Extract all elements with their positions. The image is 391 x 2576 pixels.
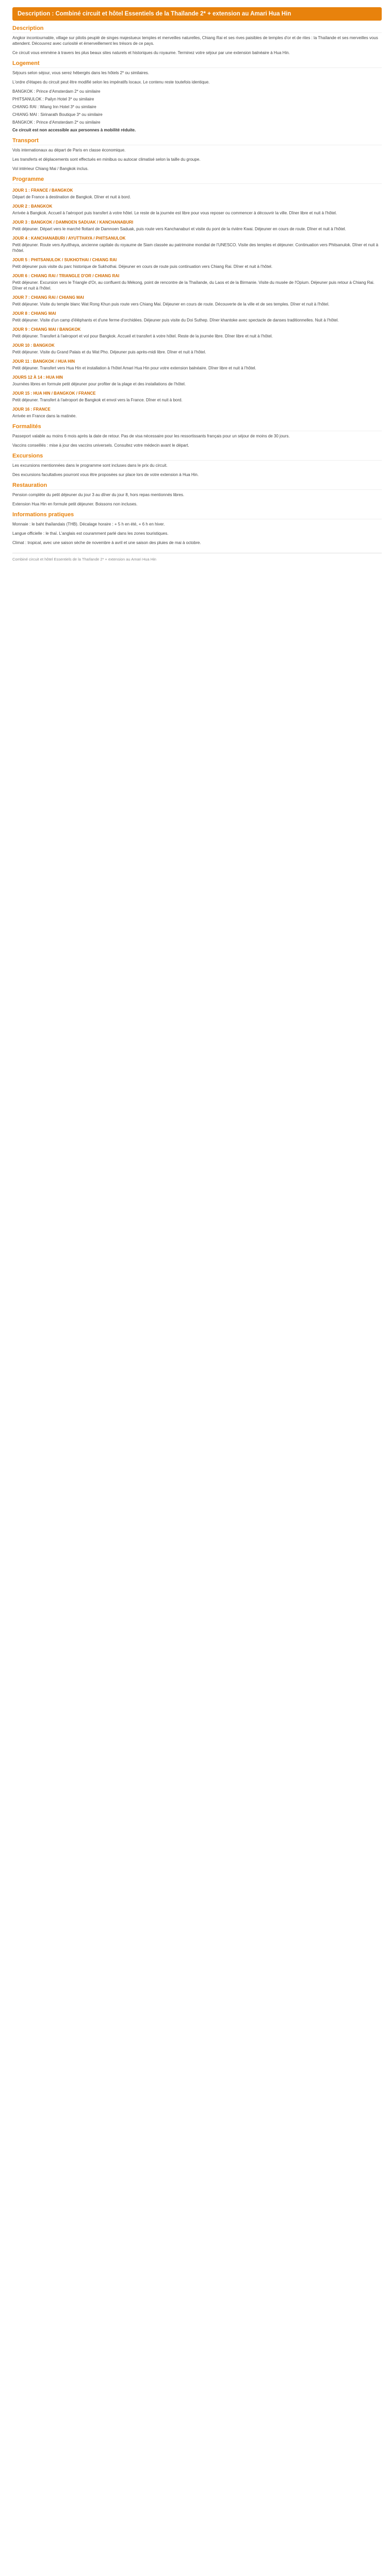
footer-text: Combiné circuit et hôtel Essentiels de la Thaïlande 2* + extension au Amari Hua Hin: [12, 557, 156, 562]
description-paragraph: Ce circuit vous emmène à travers les plus beaux sites naturels et historiques du royaume. Terminez votre séjour par une extension balnéaire à Hua Hin.: [12, 50, 290, 55]
logement-section: [12, 61, 382, 133]
day-title: JOUR 9 : CHIANG MAI / BANGKOK: [12, 327, 81, 332]
hotel-item: CHIANG MAI : Sirinarath Boutique 3* ou similaire: [12, 112, 103, 117]
formalites-paragraph: Vaccins conseillés : mise à jour des vaccins universels. Consultez votre médecin avant le départ.: [12, 443, 189, 448]
programme-day: [12, 406, 382, 419]
programme-day: [12, 311, 382, 323]
notes-heading: Informations pratiques: [12, 512, 382, 519]
hotel-item: PHITSANULOK : Pailyn Hotel 3* ou similaire: [12, 97, 94, 101]
day-text: Arrivée en France dans la matinée.: [12, 414, 77, 418]
description-paragraph: Angkor incontournable, village sur pilotis peuplé de singes majestueux temples et merveilles naturelles, Chiang Rai et ses rives paisibles de temples d'or et de rites : la Thaïlande et ses merveilles vous attendent. Découvrez avec curiosité et émerveillement les trésors de ce pays.: [12, 36, 378, 46]
description-heading: Description: [12, 26, 382, 33]
excursions-section: [12, 453, 382, 478]
day-title: JOUR 5 : PHITSANULOK / SUKHOTHAI / CHIANG RAI: [12, 258, 117, 262]
logement-note: Ce circuit est non accessible aux personnes à mobilité réduite.: [12, 128, 136, 132]
programme-day: [12, 257, 382, 269]
formalites-section: [12, 424, 382, 448]
hotel-item: CHIANG RAI : Wiang Inn Hotel 3* ou similaire: [12, 105, 96, 109]
programme-day: [12, 188, 382, 200]
day-title: JOUR 15 : HUA HIN / BANGKOK / FRANCE: [12, 391, 96, 396]
formalites-paragraph: Passeport valable au moins 6 mois après la date de retour. Pas de visa nécessaire pour les ressortissants français pour un séjour de moins de 30 jours.: [12, 434, 290, 438]
day-title: JOUR 7 : CHIANG RAI / CHIANG MAI: [12, 295, 84, 300]
excursions-heading: Excursions: [12, 453, 382, 461]
day-text: Petit déjeuner. Transfert à l'aéroport et vol pour Bangkok. Accueil et transfert à votre hôtel. Reste de la journée libre. Dîner libre et nuit à l'hôtel.: [12, 334, 273, 338]
programme-day: [12, 204, 382, 216]
transport-heading: Transport: [12, 138, 382, 145]
transport-paragraph: Vol intérieur Chiang Mai / Bangkok inclus.: [12, 166, 89, 171]
notes-paragraph: Monnaie : le baht thaïlandais (THB). Décalage horaire : + 5 h en été, + 6 h en hiver.: [12, 522, 165, 527]
day-title: JOUR 11 : BANGKOK / HUA HIN: [12, 359, 75, 364]
formalites-heading: Formalités: [12, 424, 382, 431]
description-section: [12, 26, 382, 56]
day-text: Petit déjeuner. Route vers Ayutthaya, ancienne capitale du royaume de Siam classée au patrimoine mondial de l'UNESCO. Visite des temples et déjeuner. Continuation vers Phitsanulok. Dîner et nuit à l'hôtel.: [12, 243, 379, 253]
transport-paragraph: Les transferts et déplacements sont effectués en minibus ou autocar climatisé selon la taille du groupe.: [12, 157, 201, 162]
notes-paragraph: Langue officielle : le thaï. L'anglais est couramment parlé dans les zones touristiques.: [12, 531, 169, 536]
day-title: JOUR 10 : BANGKOK: [12, 343, 55, 348]
day-text: Petit déjeuner. Visite du temple blanc Wat Rong Khun puis route vers Chiang Mai. Déjeuner en cours de route. Découverte de la ville et de ses temples. Dîner et nuit à l'hôtel.: [12, 302, 330, 307]
programme-day: [12, 295, 382, 307]
hotel-list: [12, 89, 382, 125]
page-content: [0, 7, 391, 562]
page-title: Description : Combiné circuit et hôtel Essentiels de la Thaïlande 2* + extension au Amari Hua Hin: [18, 11, 291, 17]
day-text: Petit déjeuner. Départ vers le marché flottant de Damnoen Saduak, puis route vers Kanchanaburi et visite du pont de la rivière Kwai. Déjeuner en cours de route. Dîner et nuit à l'hôtel.: [12, 227, 346, 231]
day-text: Petit déjeuner. Transfert vers Hua Hin et installation à l'hôtel Amari Hua Hin pour votre extension balnéaire. Dîner libre et nuit à l'hôtel.: [12, 366, 256, 370]
day-title: JOUR 8 : CHIANG MAI: [12, 311, 56, 316]
programme-day: [12, 359, 382, 371]
excursions-paragraph: Des excursions facultatives pourront vous être proposées sur place lors de votre extension à Hua Hin.: [12, 472, 199, 477]
page-footer: [12, 553, 382, 562]
logement-paragraph: Séjours selon séjour, vous serez hébergés dans les hôtels 2* ou similaires.: [12, 71, 150, 75]
day-title: JOUR 16 : FRANCE: [12, 407, 51, 412]
day-text: Petit déjeuner. Excursion vers le Triangle d'Or, au confluent du Mékong, point de rencontre de la Thaïlande, du Laos et de la Birmanie. Visite du musée de l'Opium. Déjeuner puis retour à Chiang Rai. Dîner et nuit à l'hôtel.: [12, 280, 374, 291]
programme-heading: Programme: [12, 177, 382, 184]
day-text: Arrivée à Bangkok. Accueil à l'aéroport puis transfert à votre hôtel. Le reste de la journée est libre pour vous reposer ou commencer à découvrir la ville. Dîner libre et nuit à l'hôtel.: [12, 211, 337, 215]
day-text: Petit déjeuner. Visite d'un camp d'éléphants et d'une ferme d'orchidées. Déjeuner puis visite du Doi Suthep. Dîner khantoke avec spectacle de danses traditionnelles. Nuit à l'hôtel.: [12, 318, 339, 323]
day-title: JOUR 2 : BANGKOK: [12, 204, 53, 209]
notes-paragraph: Climat : tropical, avec une saison sèche de novembre à avril et une saison des pluies de mai à octobre.: [12, 540, 201, 545]
day-text: Journées libres en formule petit déjeuner pour profiter de la plage et des installations de l'hôtel.: [12, 382, 186, 386]
day-title: JOUR 6 : CHIANG RAI / TRIANGLE D'OR / CHIANG RAI: [12, 274, 120, 278]
notes-section: [12, 512, 382, 546]
excursions-paragraph: Les excursions mentionnées dans le programme sont incluses dans le prix du circuit.: [12, 463, 168, 468]
day-title: JOUR 1 : FRANCE / BANGKOK: [12, 188, 73, 193]
programme-section: [12, 177, 382, 419]
page-banner: [12, 7, 382, 21]
day-text: Petit déjeuner. Visite du Grand Palais et du Wat Pho. Déjeuner puis après-midi libre. Dîner et nuit à l'hôtel.: [12, 350, 206, 354]
transport-paragraph: Vols internationaux au départ de Paris en classe économique.: [12, 148, 126, 152]
logement-paragraph: L'ordre d'étapes du circuit peut être modifié selon les impératifs locaux. Le contenu reste toutefois identique.: [12, 80, 210, 84]
day-title: JOURS 12 À 14 : HUA HIN: [12, 375, 63, 380]
programme-day: [12, 219, 382, 232]
day-title: JOUR 3 : BANGKOK / DAMNOEN SADUAK / KANCHANABURI: [12, 220, 134, 225]
restauration-paragraph: Pension complète du petit déjeuner du jour 3 au dîner du jour 8, hors repas mentionnés libres.: [12, 493, 185, 497]
day-title: JOUR 4 : KANCHANABURI / AYUTTHAYA / PHITSANULOK: [12, 236, 126, 241]
day-text: Petit déjeuner. Transfert à l'aéroport de Bangkok et envol vers la France. Dîner et nuit à bord.: [12, 398, 183, 402]
restauration-paragraph: Extension Hua Hin en formule petit déjeuner. Boissons non incluses.: [12, 502, 138, 506]
programme-day: [12, 391, 382, 403]
restauration-section: [12, 483, 382, 507]
logement-heading: Logement: [12, 61, 382, 68]
day-text: Petit déjeuner puis visite du parc historique de Sukhothai. Déjeuner en cours de route puis continuation vers Chiang Rai. Dîner et nuit à l'hôtel.: [12, 264, 273, 269]
transport-section: [12, 138, 382, 172]
day-text: Départ de France à destination de Bangkok. Dîner et nuit à bord.: [12, 195, 131, 199]
programme-day: [12, 343, 382, 355]
hotel-item: BANGKOK : Prince d'Amsterdam 2* ou similaire: [12, 89, 101, 94]
programme-day: [12, 235, 382, 253]
restauration-heading: Restauration: [12, 483, 382, 490]
programme-day: [12, 273, 382, 291]
hotel-item: BANGKOK : Prince d'Amsterdam 2* ou similaire: [12, 120, 101, 125]
programme-day: [12, 327, 382, 339]
programme-day: [12, 375, 382, 387]
